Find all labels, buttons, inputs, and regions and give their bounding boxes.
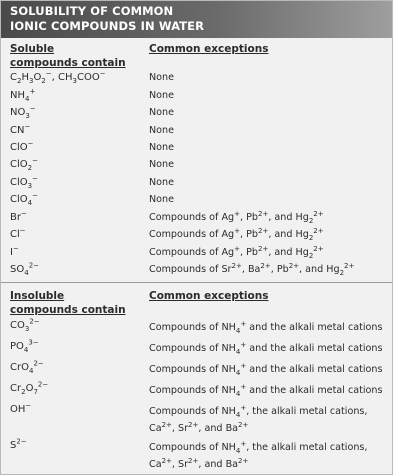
insoluble-exception-line: Compounds of $NH_4^+$, the alkali metal cations,	[149, 403, 368, 419]
section-divider	[1, 282, 392, 283]
soluble-column-heading	[10, 42, 126, 70]
insoluble-ion: OH−	[10, 401, 32, 415]
soluble-ion: I−	[10, 244, 19, 258]
soluble-ion: ClO$_2$−	[10, 156, 38, 172]
insoluble-exception-line: Compounds of $NH_4^+$, the alkali metal cations,	[149, 439, 368, 455]
soluble-exception: Compounds of Ag+, $Pb^{2+}$, and $Hg_2^{2+}$	[149, 226, 324, 242]
soluble-ion: ClO$_3$−	[10, 174, 38, 190]
insoluble-exception-line: $Ca^{2+}$, $Sr^{2+}$, and $Ba^{2+}$	[149, 456, 249, 470]
soluble-ion: $C_2H_3O_2^-$, $CH_3COO^-$	[10, 69, 106, 85]
insoluble-ion: $S^{2-}$	[10, 437, 27, 451]
insoluble-exceptions-heading: Common exceptions	[149, 290, 269, 302]
soluble-ion: Br−	[10, 209, 27, 223]
soluble-exception: Compounds of Ag+, $Pb^{2+}$, and $Hg_2^{2+}$	[149, 244, 324, 260]
soluble-exception: None	[149, 159, 175, 170]
insoluble-exception-line: Compounds of $NH_4^+$ and the alkali metal cations	[149, 382, 383, 398]
soluble-exception: None	[149, 177, 175, 188]
soluble-ion: $NH_4^+$	[10, 87, 36, 103]
insoluble-ion: $Cr_2O_7^{2-}$	[10, 380, 49, 396]
insoluble-ion: CrO$_4^{2-}$	[10, 359, 44, 375]
soluble-exception: None	[149, 107, 175, 118]
insoluble-column-heading	[10, 289, 126, 317]
soluble-exceptions-heading: Common exceptions	[149, 43, 269, 55]
soluble-exception: None	[149, 90, 175, 101]
insoluble-heading-line-2: compounds contain	[10, 304, 126, 316]
insoluble-exception	[149, 319, 382, 336]
insoluble-exception	[149, 361, 382, 378]
soluble-ion: ClO−	[10, 139, 34, 153]
soluble-exception: None	[149, 72, 175, 83]
soluble-ion: Cl−	[10, 226, 26, 240]
insoluble-exception-line: Compounds of $NH_4^+$ and the alkali metal cations	[149, 319, 383, 335]
soluble-exception: Compounds of $Sr^{2+}$, $Ba^{2+}$, $Pb^{2+}$, and $Hg_2^{2+}$	[149, 261, 355, 277]
insoluble-ion: $PO_4^{3-}$	[10, 338, 39, 354]
soluble-exception: None	[149, 125, 175, 136]
soluble-ion: $NO_3^-$	[10, 104, 36, 120]
insoluble-exception-line: Compounds of $NH_4^+$ and the alkali metal cations	[149, 361, 383, 377]
soluble-ion: CN−	[10, 122, 31, 136]
insoluble-exception	[149, 340, 382, 357]
insoluble-ion: $CO_3^{2-}$	[10, 317, 40, 333]
insoluble-exception	[149, 403, 367, 437]
insoluble-exception-line: $Ca^{2+}$, $Sr^{2+}$, and $Ba^{2+}$	[149, 420, 249, 434]
soluble-exception: Compounds of Ag+, $Pb^{2+}$, and $Hg_2^{2+}$	[149, 209, 324, 225]
insoluble-exception	[149, 439, 367, 473]
soluble-exception: None	[149, 194, 175, 205]
soluble-heading-line-2: compounds contain	[10, 57, 126, 69]
table-header	[1, 1, 392, 38]
soluble-ion: ClO$_4$−	[10, 191, 38, 207]
title-line-2: IONIC COMPOUNDS IN WATER	[10, 19, 205, 33]
soluble-ion: $SO_4^{2-}$	[10, 261, 40, 277]
insoluble-heading-line-1: Insoluble	[10, 290, 65, 302]
insoluble-exception-line: Compounds of $NH_4^+$ and the alkali metal cations	[149, 340, 383, 356]
soluble-exception: None	[149, 142, 175, 153]
insoluble-exception	[149, 382, 382, 399]
soluble-heading-line-1: Soluble	[10, 43, 55, 55]
title-line-1: SOLUBILITY OF COMMON	[10, 4, 174, 18]
